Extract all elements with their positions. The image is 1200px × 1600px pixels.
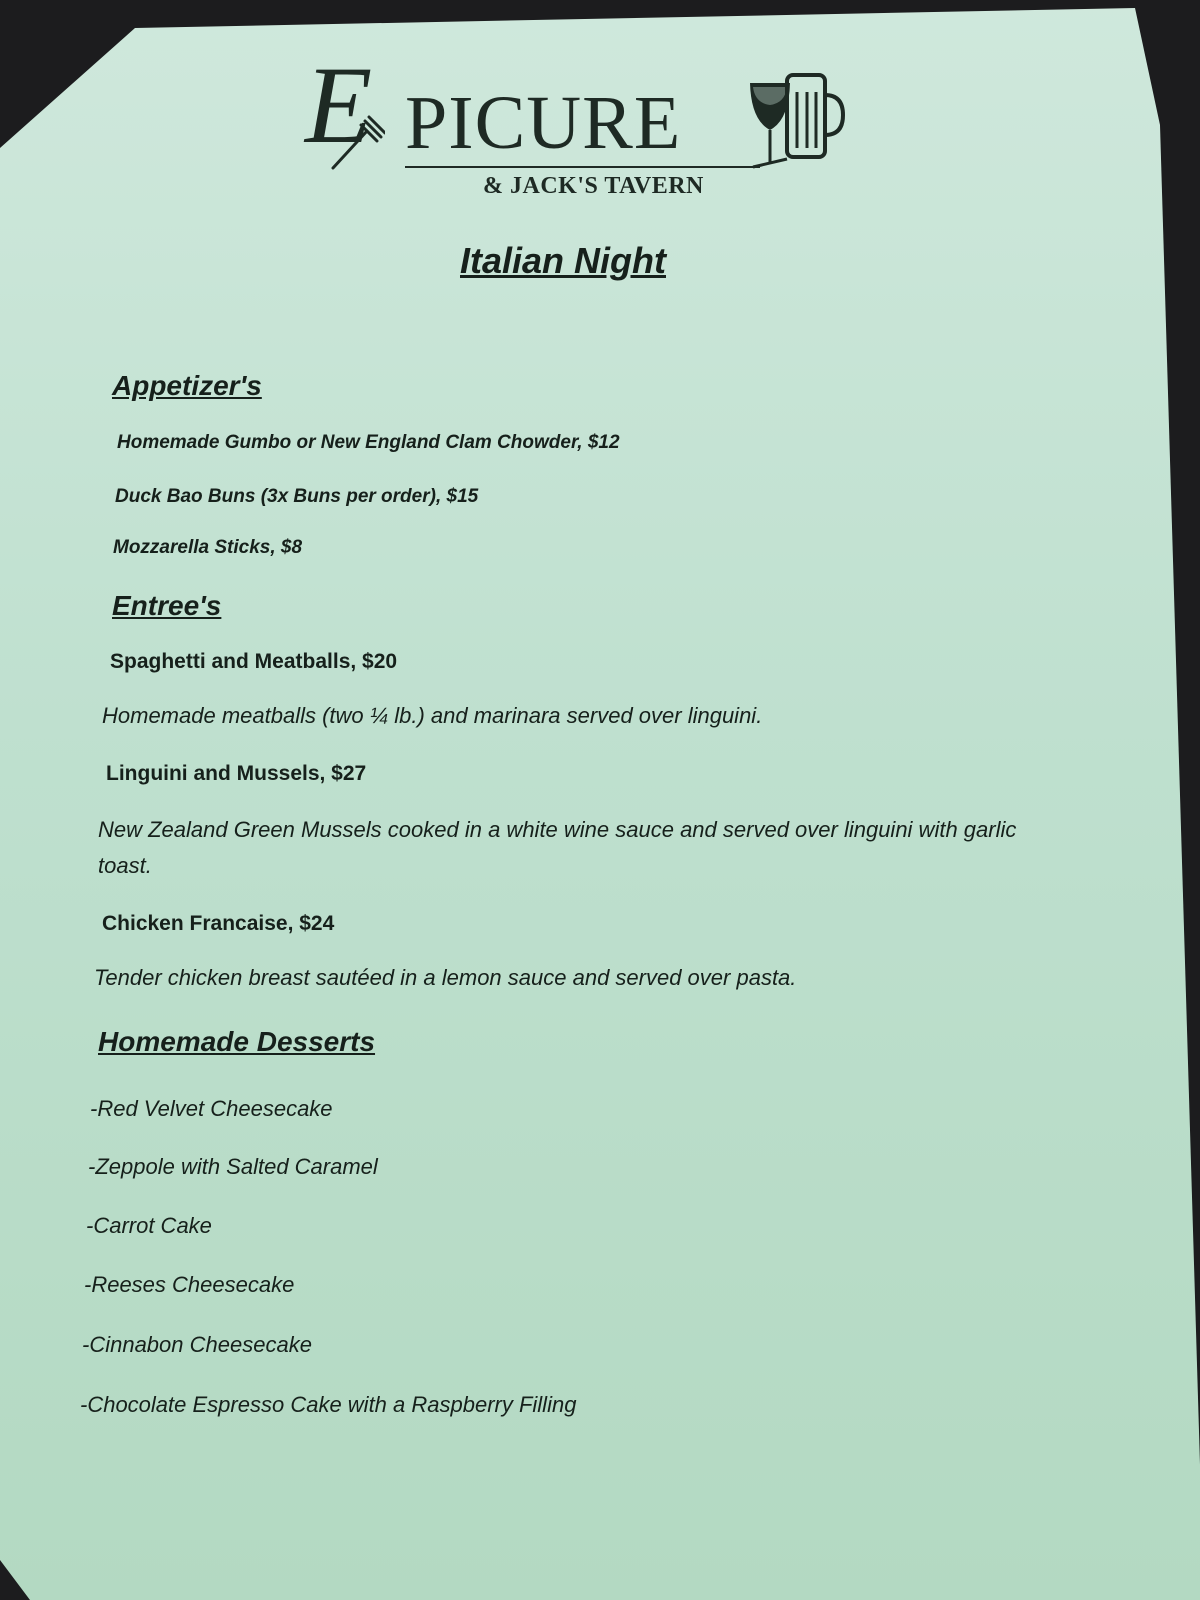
appetizers-heading: Appetizer's: [112, 370, 262, 401]
desserts-heading: Homemade Desserts: [98, 1026, 376, 1057]
logo-divider: [405, 166, 760, 168]
dessert-item: -Cinnabon Cheesecake: [82, 1332, 312, 1357]
entree-name: Chicken Francaise, $24: [102, 912, 335, 935]
dessert-item: -Zeppole with Salted Caramel: [88, 1154, 378, 1179]
appetizer-item: Homemade Gumbo or New England Clam Chowder, $12: [117, 432, 620, 453]
dessert-item: -Red Velvet Cheesecake: [90, 1096, 333, 1121]
appetizer-item: Duck Bao Buns (3x Buns per order), $15: [115, 486, 479, 507]
logo-word: PICURE: [405, 81, 682, 165]
dessert-item: -Reeses Cheesecake: [84, 1272, 295, 1297]
dessert-item: -Chocolate Espresso Cake with a Raspberry Filling: [80, 1392, 577, 1417]
entree-name: Linguini and Mussels, $27: [106, 762, 367, 785]
dessert-item: -Carrot Cake: [86, 1213, 212, 1238]
beer-mug-icon: [785, 70, 845, 165]
entree-description: New Zealand Green Mussels cooked in a white wine sauce and served over linguini with garlic toast.: [98, 817, 1017, 878]
entree-description: Homemade meatballs (two ¼ lb.) and marinara served over linguini.: [102, 703, 763, 728]
entree-name: Spaghetti and Meatballs, $20: [110, 650, 398, 673]
logo-initial: E: [305, 44, 373, 166]
entrees-heading: Entree's: [112, 590, 222, 621]
page-title: Italian Night: [460, 240, 666, 281]
entree-description: Tender chicken breast sautéed in a lemon sauce and served over pasta.: [94, 965, 797, 990]
fork-icon: [325, 113, 385, 173]
logo: [285, 45, 845, 205]
logo-subtitle: & JACK'S TAVERN: [483, 173, 704, 199]
appetizer-item: Mozzarella Sticks, $8: [113, 537, 303, 558]
